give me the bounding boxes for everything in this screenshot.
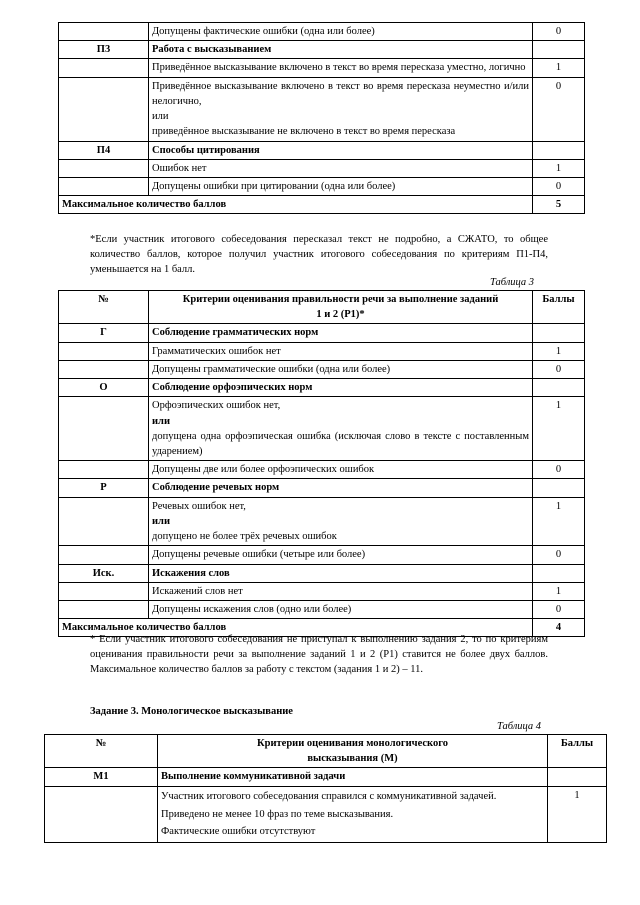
table-row: Допущены две или более орфоэпических ошибок 0 bbox=[59, 461, 585, 479]
criteria-table-continued bbox=[58, 22, 585, 214]
monologue-table bbox=[44, 734, 607, 843]
section-title: Задание 3. Монологическое высказывание bbox=[90, 706, 293, 717]
table-row: О Соблюдение орфоэпических норм bbox=[59, 379, 585, 397]
table-caption: Таблица 4 bbox=[497, 721, 542, 732]
table-row: Речевых ошибок нет, или допущено не более трёх речевых ошибок 1 bbox=[59, 497, 585, 546]
table-row: Ошибок нет 1 bbox=[59, 159, 585, 177]
table-row: Искажений слов нет 1 bbox=[59, 582, 585, 600]
table-row: Приведённое высказывание включено в текст во время пересказа уместно, логично 1 bbox=[59, 59, 585, 77]
table-row: П3 Работа с высказыванием bbox=[59, 41, 585, 59]
table-row: Иск. Искажения слов bbox=[59, 564, 585, 582]
table-row: Допущены фактические ошибки (одна или более) 0 bbox=[59, 23, 585, 41]
footnote-compression: *Если участник итогового собеседования пересказал текст не подробно, а СЖАТО, то общее количество баллов, которое получил участник итогового собеседования по критериям П1-П4, уменьшается на 1 балл. bbox=[90, 234, 548, 276]
speech-correctness-table bbox=[58, 290, 585, 637]
total-row: Максимальное количество баллов 5 bbox=[59, 196, 585, 214]
table-row: Орфоэпических ошибок нет, или допущена одна орфоэпическая ошибка (исключая слово в тексте с поставленным ударением) 1 bbox=[59, 397, 585, 461]
table-row: М1 Выполнение коммуникативной задачи bbox=[45, 768, 607, 786]
total-row: Максимальное количество баллов 4 bbox=[59, 619, 585, 637]
table-row: Г Соблюдение грамматических норм bbox=[59, 324, 585, 342]
table-row: Допущены речевые ошибки (четыре или более) 0 bbox=[59, 546, 585, 564]
table-row: Допущены грамматические ошибки (одна или более) 0 bbox=[59, 360, 585, 378]
table-row: Р Соблюдение речевых норм bbox=[59, 479, 585, 497]
table-row: Допущены искажения слов (одно или более) 0 bbox=[59, 600, 585, 618]
table-header-row: № Критерии оценивания монологического высказывания (М) Баллы bbox=[45, 735, 607, 768]
table-row: Приведённое высказывание включено в текст во время пересказа неуместно и/или нелогично, или приведённое высказывание не включено в текст во время пересказа 0 bbox=[59, 77, 585, 141]
table-header-row: № Критерии оценивания правильности речи за выполнение заданий 1 и 2 (Р1)* Баллы bbox=[59, 291, 585, 324]
footnote-task2: * Если участник итогового собеседования не приступал к выполнению задания 2, то по критериям оценивания правильности речи за выполнение заданий 1 и 2 (Р1) ставится не более двух баллов. Максимальное количество баллов за работу с текстом (задания 1 и 2) – 11. bbox=[90, 634, 548, 676]
table-row: Допущены ошибки при цитировании (одна или более) 0 bbox=[59, 177, 585, 195]
table-row: П4 Способы цитирования bbox=[59, 141, 585, 159]
table-caption: Таблица 3 bbox=[490, 277, 535, 288]
table-row: Участник итогового собеседования справился с коммуникативной задачей. Приведено не менее 10 фраз по теме высказывания. Фактические ошибки отсутствуют 1 bbox=[45, 786, 607, 843]
table-row: Грамматических ошибок нет 1 bbox=[59, 342, 585, 360]
